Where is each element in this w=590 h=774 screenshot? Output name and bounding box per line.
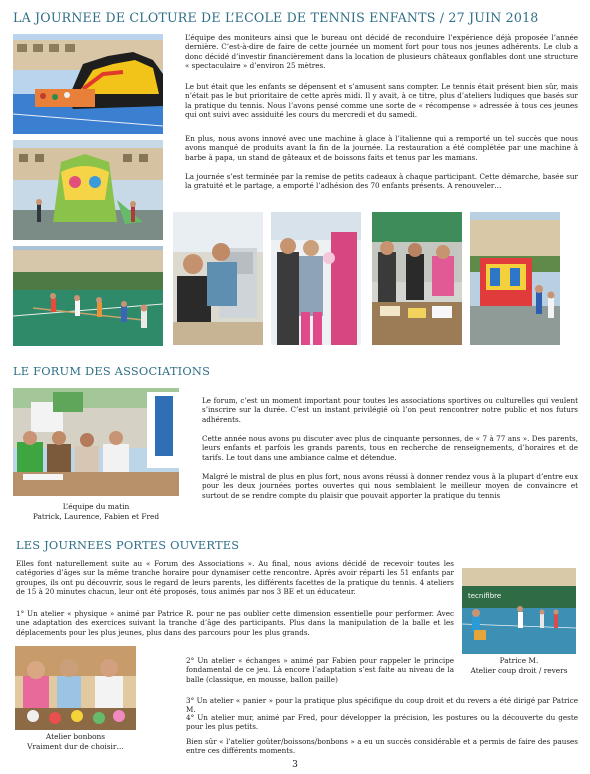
forum-photo-caption-line-1: L’équipe du matin (62, 502, 130, 511)
cakes-and-drinks-stand-photo (372, 212, 462, 345)
forum-photo-caption-line-2: Patrick, Laurence, Fabien et Fred (32, 512, 160, 521)
forum-paragraph-2: Cette année nous avons pu discuter avec plus de cinquante personnes, de « 7 à 77 ans ». Des parents, leurs enfants et parfois les grands parents, tous en recherche de renseignements, d’horaires et de tarifs. Le tout dans une ambiance calme et détendue. (202, 434, 578, 462)
atelier-panier-paragraph: 3° Un atelier « panier » pour la pratique plus spécifique du coup droit et du revers a été dirigé par Patrice M. (186, 696, 578, 715)
atelier-mur-paragraph: 4° Un atelier mur, animé par Fred, pour développer la précision, les postures ou la découverte du geste pour les plus petits. (186, 713, 578, 732)
open-days-intro: Elles font naturellement suite au « Forum des Associations ». Au final, nous avions décidé de recevoir toutes les catégories d’âges sur la même tranche horaire pour dynamiser cette rencontre. Après avoir réparti les 51 enfants par groupes, ils ont pu découvrir, sous le regard de leurs parents, les différents facettes de la pratique du tennis. 4 ateliers de 15 à 20 minutes chacun, leur ont été proposés, tous animés par nos 3 BE et un éducateur. (16, 559, 454, 597)
open-days-conclusion: Bien sûr « l’atelier goûter/boissons/bonbons » a eu un succès considérable et a permis de faire des pauses entre ces différents moments. (186, 737, 578, 756)
forum-paragraph-1: Le forum, c’est un moment important pour toutes les associations sportives ou culturelles qui veulent s’inscrire sur la durée. C’est un instant privilégié où l’on peut rencontrer notre public et nos futurs adhérents. (202, 396, 578, 424)
candy-caption-line-1: Atelier bonbons (45, 732, 106, 741)
cotton-candy-stand-photo (271, 212, 361, 345)
candy-caption-line-2: Vraiment dur de choisir… (27, 742, 124, 751)
forum-paragraph-3: Malgré le mistral de plus en plus fort, nous avons réussi à donner rendez vous à la plupart d’entre eux pour les deux journées portes ouvertes qui nous semblaient le meilleur moyen de convaincre et surtout de se rendre compte du plaisir que pouvait apporter la pratique du tennis (202, 472, 578, 500)
tennis-section-title: LA JOURNEE DE CLOTURE DE L’ECOLE DE TENNIS ENFANTS / 27 JUIN 2018 (13, 10, 539, 25)
inflatable-slide-photo (13, 140, 163, 240)
tennis-paragraph-4: La journée s’est terminée par la remise de petits cadeaux à chaque participant. Cette démarche, basée sur la gratuité et le partage, a emporté l’adhésion des 70 enfants présents. A renouveler… (185, 172, 578, 191)
inflatable-castle-photo (13, 34, 163, 134)
forum-team-photo (13, 388, 179, 496)
forum-section-title: LE FORUM DES ASSOCIATIONS (13, 364, 211, 378)
tennis-paragraph-2: Le but était que les enfants se dépensent et s’amusent sans compter. Le tennis était présent bien sûr, mais n’était pas le but prioritaire de cette après midi. Il y avait, à ce titre, plus d’ateliers ludiques que basés sur la pratique du tennis. Nous l’avons pensé comme une sorte de « récompense » adressée à tous ces jeunes qui ont suivi avec assiduité les cours du mercredi et du samedi. (185, 82, 578, 120)
open-days-section-title: LES JOURNEES PORTES OUVERTES (16, 538, 240, 552)
ice-cream-machine-photo (173, 212, 263, 345)
coach-caption-line-1: Patrice M. (499, 656, 539, 665)
bouncy-house-photo (470, 212, 560, 345)
atelier-physique-paragraph: 1° Un atelier « physique » animé par Patrice R. pour ne pas oublier cette dimension essentielle pour performer. Avec une adaptation des exercices suivant la tranche d’âge des participants. Plus dans la manipulation de la balle et les déplacements pour les plus jeunes, plus dans des parcours pour les plus grands. (16, 609, 454, 637)
tennis-paragraph-3: En plus, nous avons innové avec une machine à glace à l’italienne qui a remporté un tel succès que nous avons manqué de produits avant la fin de la journée. La restauration a été complétée par une machine à barbe à papa, un stand de gâteaux et de boissons faits et tenus par les mamans. (185, 134, 578, 162)
candy-workshop-photo (15, 646, 136, 730)
atelier-echanges-paragraph: 2° Un atelier « échanges » animé par Fabien pour rappeler le principe fondamental de ce jeu. Là encore l’adaptation s’est faite au niveau de la balle (classique, en mousse, ballon paille) (186, 656, 454, 684)
coach-caption-line-2: Atelier coup droit / revers (470, 666, 568, 675)
coach-photo (462, 568, 576, 654)
tug-of-war-photo (13, 246, 163, 346)
tennis-paragraph-1: L’équipe des moniteurs ainsi que le bureau ont décidé de reconduire l’expérience déjà proposée l’année dernière. C’est-à-dire de faire de cette journée un moment fort pour tous nos jeunes adhérents. Le club a donc décidé d’investir financièrement dans la location de plusieurs châteaux gonflables dont une structure « spectaculaire » d’environ 25 mètres. (185, 33, 578, 71)
tecnifibre-banner-text: tecnifibre (468, 592, 502, 600)
page-number: 3 (292, 760, 298, 770)
